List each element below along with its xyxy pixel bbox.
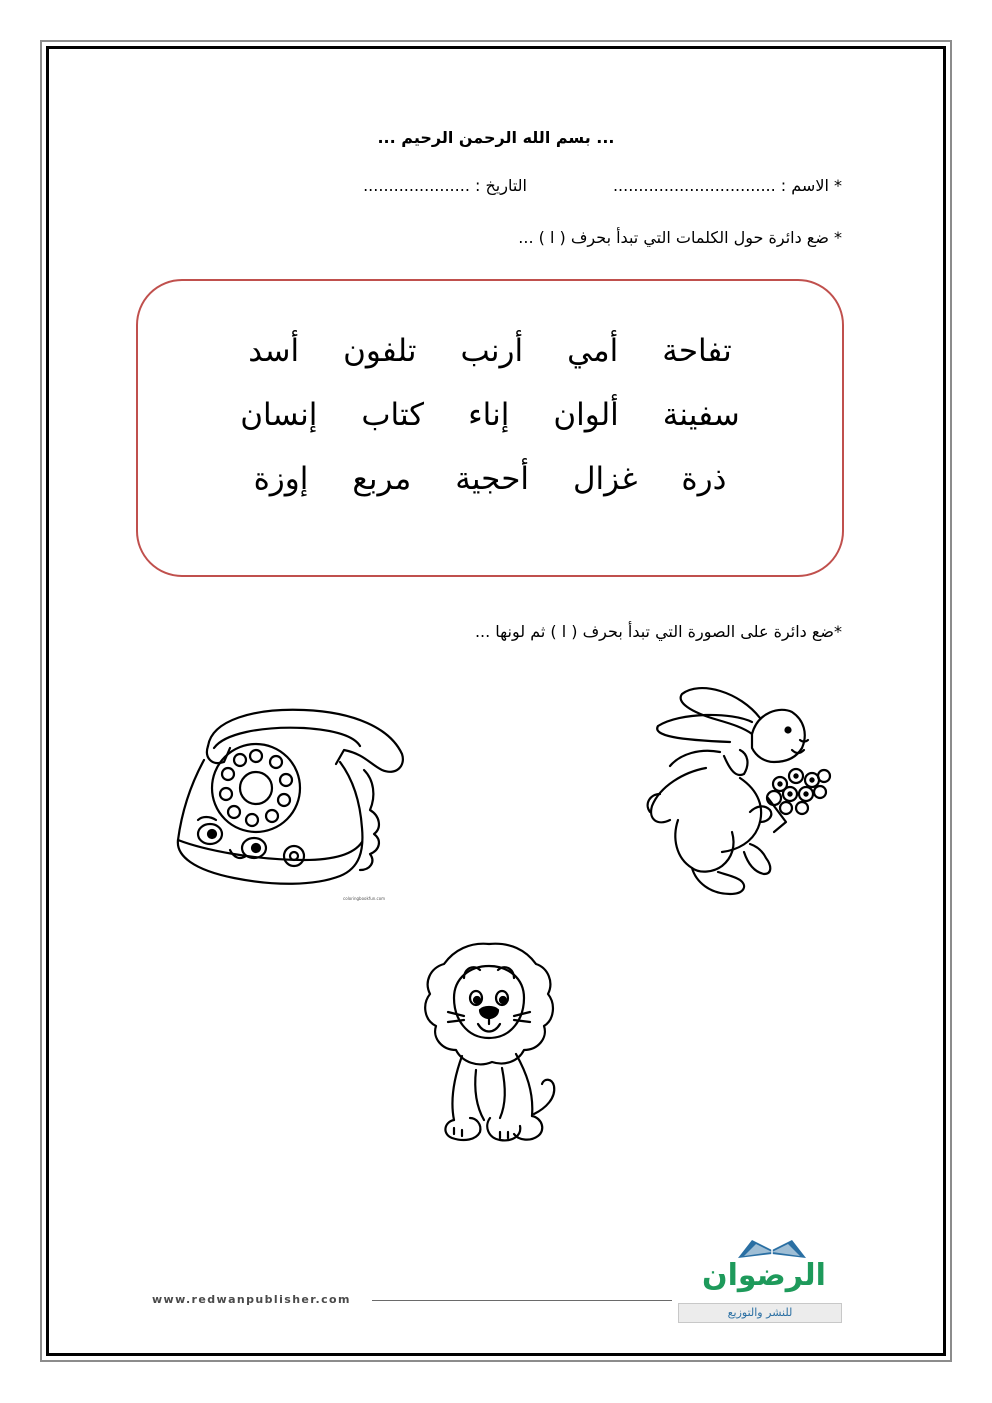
word-box <box>136 279 844 577</box>
word-row <box>138 397 842 433</box>
word-row <box>138 461 842 497</box>
word-item[interactable]: أمي <box>567 333 619 369</box>
telephone-picture[interactable] <box>164 700 414 900</box>
word-item[interactable]: غزال <box>572 461 638 497</box>
word-item[interactable]: تلفون <box>343 333 417 369</box>
image-watermark: coloringbookfun.com <box>343 896 386 901</box>
logo-wordmark: الرضوان <box>702 1258 826 1293</box>
words-instruction: * ضع دائرة حول الكلمات التي تبدأ بحرف ( ا ) ... <box>518 228 842 247</box>
word-row <box>138 333 842 369</box>
rabbit-picture[interactable] <box>640 682 840 897</box>
word-item[interactable]: كتاب <box>361 397 425 433</box>
word-item[interactable]: إناء <box>468 397 510 433</box>
word-item[interactable]: أرنب <box>460 333 524 369</box>
word-item[interactable]: تفاحة <box>662 333 732 369</box>
footer-divider <box>372 1300 672 1301</box>
word-item[interactable]: ذرة <box>681 461 727 497</box>
date-field: التاريخ : ..................... <box>363 176 527 195</box>
word-item[interactable]: أسد <box>248 333 300 369</box>
publisher-logo <box>670 1236 848 1324</box>
name-field: * الاسم : ................................ <box>612 176 842 195</box>
pictures-instruction: *ضع دائرة على الصورة التي تبدأ بحرف ( ا ) ثم لونها ... <box>474 622 842 641</box>
word-item[interactable]: إوزة <box>253 461 309 497</box>
word-item[interactable]: إنسان <box>240 397 318 433</box>
website-url[interactable]: www.redwanpublisher.com <box>152 1293 351 1306</box>
word-item[interactable]: أحجية <box>455 461 529 497</box>
word-item[interactable]: ألوان <box>553 397 619 433</box>
word-item[interactable]: سفينة <box>662 397 740 433</box>
lion-picture[interactable] <box>414 938 564 1146</box>
basmala-title: ... بسم الله الرحمن الرحيم ... <box>377 128 615 147</box>
word-item[interactable]: مربع <box>352 461 412 497</box>
logo-tagline: للنشر والتوزيع <box>678 1303 842 1323</box>
